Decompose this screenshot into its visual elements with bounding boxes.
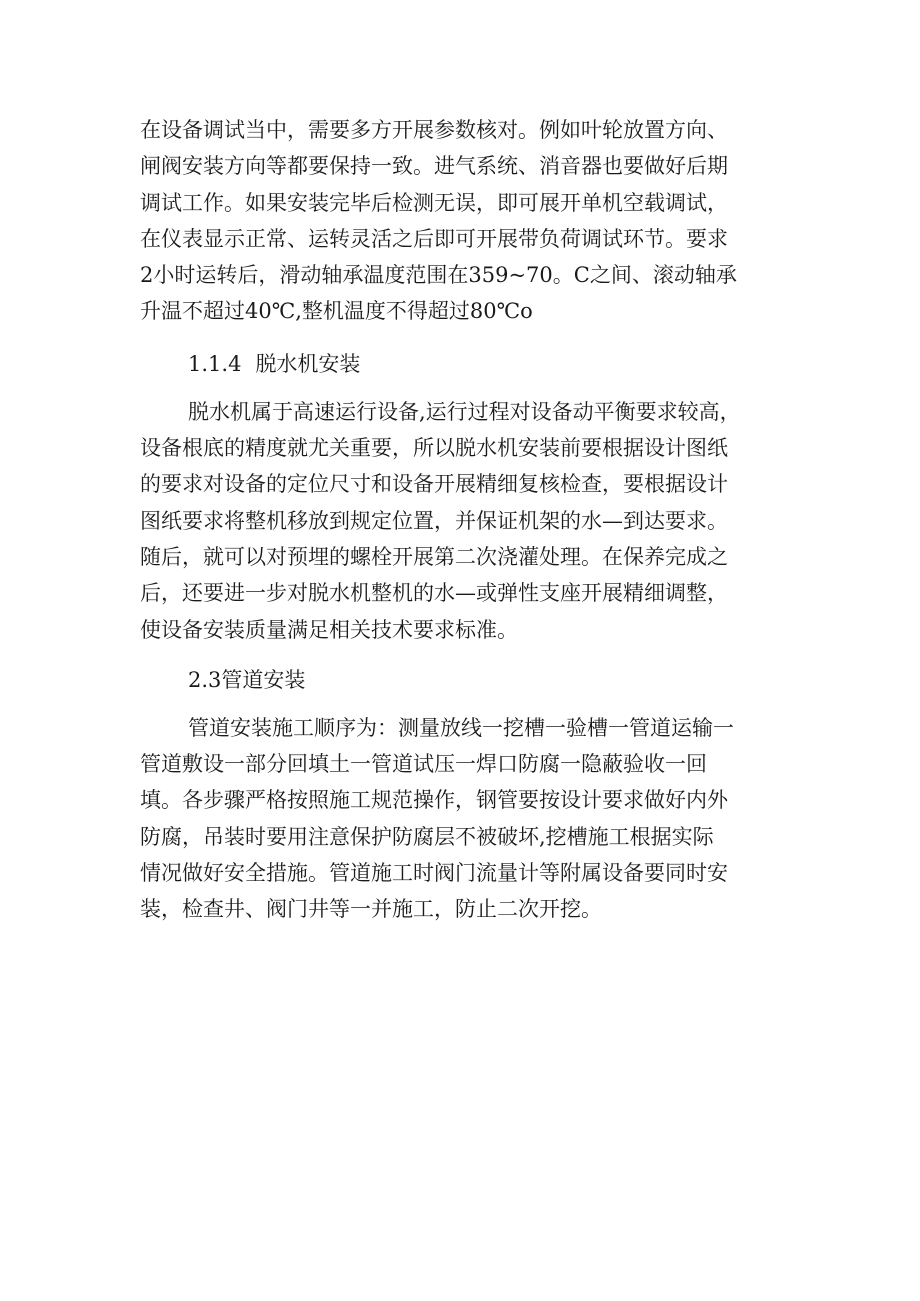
text-line: 升温不超过40℃,整机温度不得超过80℃o [140,299,533,324]
text-line: 在仪表显示正常、运转灵活之后即可开展带负荷调试环节。要求 [140,226,728,251]
section-title: 管道安装 [221,667,306,692]
text-line: 防腐，吊装时要用注意保护防腐层不被破坏,挖槽施工根据实际 [140,824,714,849]
document-body [140,112,790,928]
section-number: 2.3 [188,667,222,692]
text-line: 填。各步骤严格按照施工规范操作，钢管要按设计要求做好内外 [140,788,728,813]
paragraph-pipeline-installation [140,710,790,928]
text-line: 装，检查井、阀门井等一并施工，防止二次开挖。 [140,897,602,922]
text-line: 管道安装施工顺序为：测量放线一挖槽一验槽一管道运输一 [188,715,734,740]
text-line: 在设备调试当中，需要多方开展参数核对。例如叶轮放置方向、 [140,118,728,142]
section-heading-dewatering-machine [140,346,790,382]
text-line: 2小时运转后，滑动轴承温度范围在359~70。C之间、滚动轴承 [140,263,737,288]
text-line: 情况做好安全措施。管道施工时阀门流量计等附属设备要同时安 [140,861,728,886]
text-line: 管道敷设一部分回填土一管道试压一焊口防腐一隐蔽验收一回 [140,752,707,777]
text-line: 设备根底的精度就尤关重要，所以脱水机安装前要根据设计图纸 [140,436,728,461]
text-line: 后，还要进一步对脱水机整机的水—或弹性支座开展精细调整， [140,581,728,606]
text-line: 闸阀安装方向等都要保持一致。进气系统、消音器也要做好后期 [140,154,728,179]
text-line: 脱水机属于高速运行设备,运行过程对设备动平衡要求较高， [188,399,741,424]
text-line: 图纸要求将整机移放到规定位置，并保证机架的水—到达要求。 [140,508,728,533]
paragraph-dewatering-machine [140,394,790,648]
paragraph-equipment-commissioning [140,112,790,330]
section-title: 脱水机安装 [255,351,361,376]
text-line: 随后，就可以对预埋的螺栓开展第二次浇灌处理。在保养完成之 [140,544,728,569]
text-line: 使设备安装质量满足相关技术要求标准。 [140,617,518,642]
section-number: 1.1.4 [188,351,242,376]
section-heading-pipeline-installation [140,662,790,698]
text-line: 的要求对设备的定位尺寸和设备开展精细复核检查，要根据设计 [140,472,728,497]
text-line: 调试工作。如果安装完毕后检测无误，即可展开单机空载调试， [140,190,728,215]
